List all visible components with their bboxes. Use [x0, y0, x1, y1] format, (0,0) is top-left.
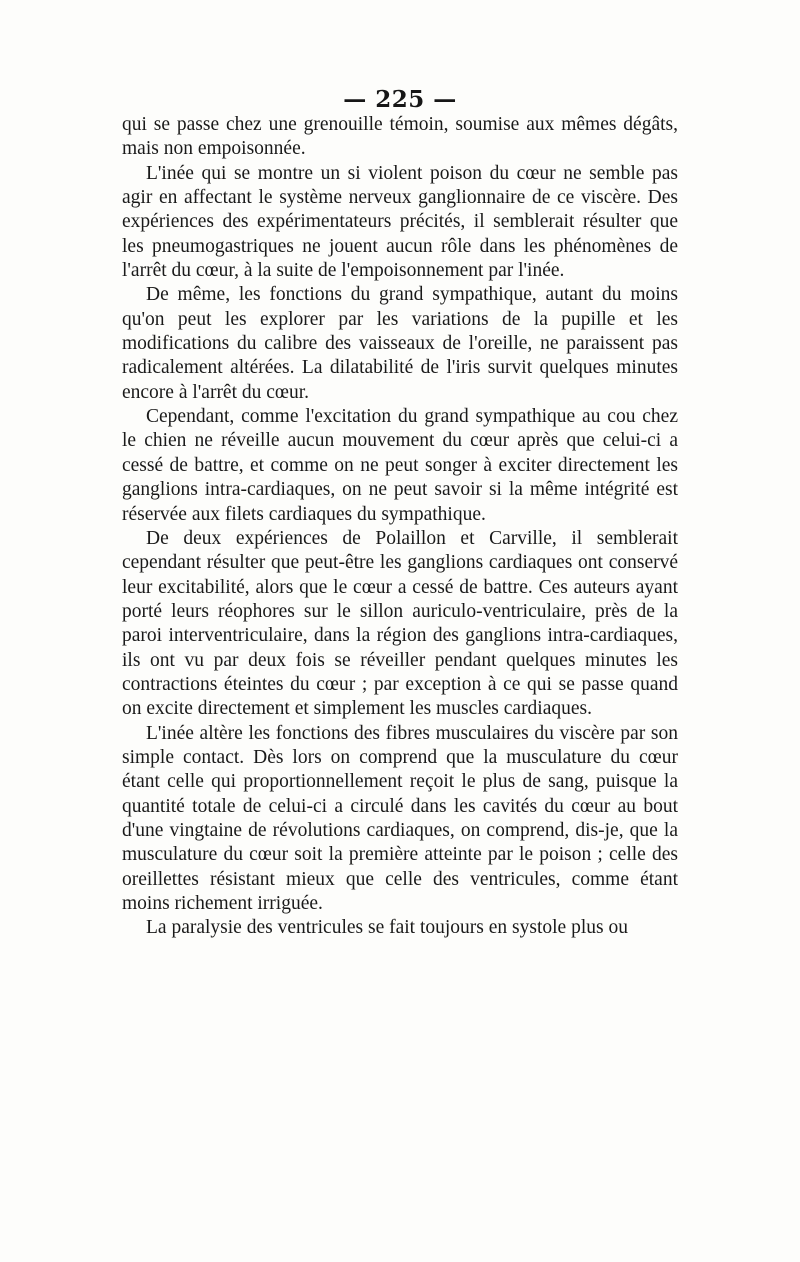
paragraph-7: La paralysie des ventricules se fait toujours en systole plus ou [146, 917, 628, 939]
paragraph-4: Cependant, comme l'excitation du grand sympathique au cou chez le chien ne réveille aucun mouvement du cœur après que celui-ci a cessé de battre, et comme on ne peut songer à exciter directement les ganglions intra-cardiaques, on ne peut savoir si la même intégrité est réservée aux filets cardiaques du sympathique. [122, 406, 678, 525]
paragraph-2: L'inée qui se montre un si violent poison du cœur ne semble pas agir en affectant le système nerveux ganglionnaire de ce viscère. Des expériences des expérimentateurs précités, il semblerait résulter que les pneumogastriques ne jouent aucun rôle dans les phénomènes de l'arrêt du cœur, à la suite de l'empoisonnement par l'inée. [122, 162, 678, 282]
paragraph-5: De deux expériences de Polaillon et Carville, il semblerait cependant résulter que peut-être les ganglions cardiaques ont conservé leur excitabilité, alors que le cœur a cessé de battre. Ces auteurs ayant porté leurs réophores sur le sillon auriculo-ventriculaire, près de la paroi interventriculaire, dans la région des ganglions intra-cardiaques, ils ont vu par deux fois se réveiller pendant quelques minutes les contractions éteintes du cœur ; par exception à ce qui se passe quand on excite directement et simplement les muscles cardiaques. [122, 527, 678, 720]
body-text [122, 113, 678, 941]
paragraph-1: qui se passe chez une grenouille témoin, soumise aux mêmes dégâts, mais non empoisonnée. [122, 114, 678, 160]
paragraph-3: De même, les fonctions du grand sympathique, autant du moins qu'on peut les explorer par les variations de la pupille et les modifications du calibre des vaisseaux de l'oreille, ne paraissent pas radicalement altérées. La dilatabilité de l'iris survit quelques minutes encore à l'arrêt du cœur. [122, 284, 678, 403]
page-number: — 225 — [343, 86, 457, 113]
paragraph-6: L'inée altère les fonctions des fibres musculaires du viscère par son simple contact. Dès lors on comprend que la musculature du cœur étant celle qui proportionnellement reçoit le plus de sang, puisque la quantité totale de celui-ci a circulé dans les cavités du cœur au bout d'une vingtaine de révolutions cardiaques, on comprend, dis-je, que la musculature du cœur soit la première atteinte par le poison ; celle des oreillettes résistant mieux que celle des ventricules, comme étant moins richement irriguée. [122, 722, 678, 914]
